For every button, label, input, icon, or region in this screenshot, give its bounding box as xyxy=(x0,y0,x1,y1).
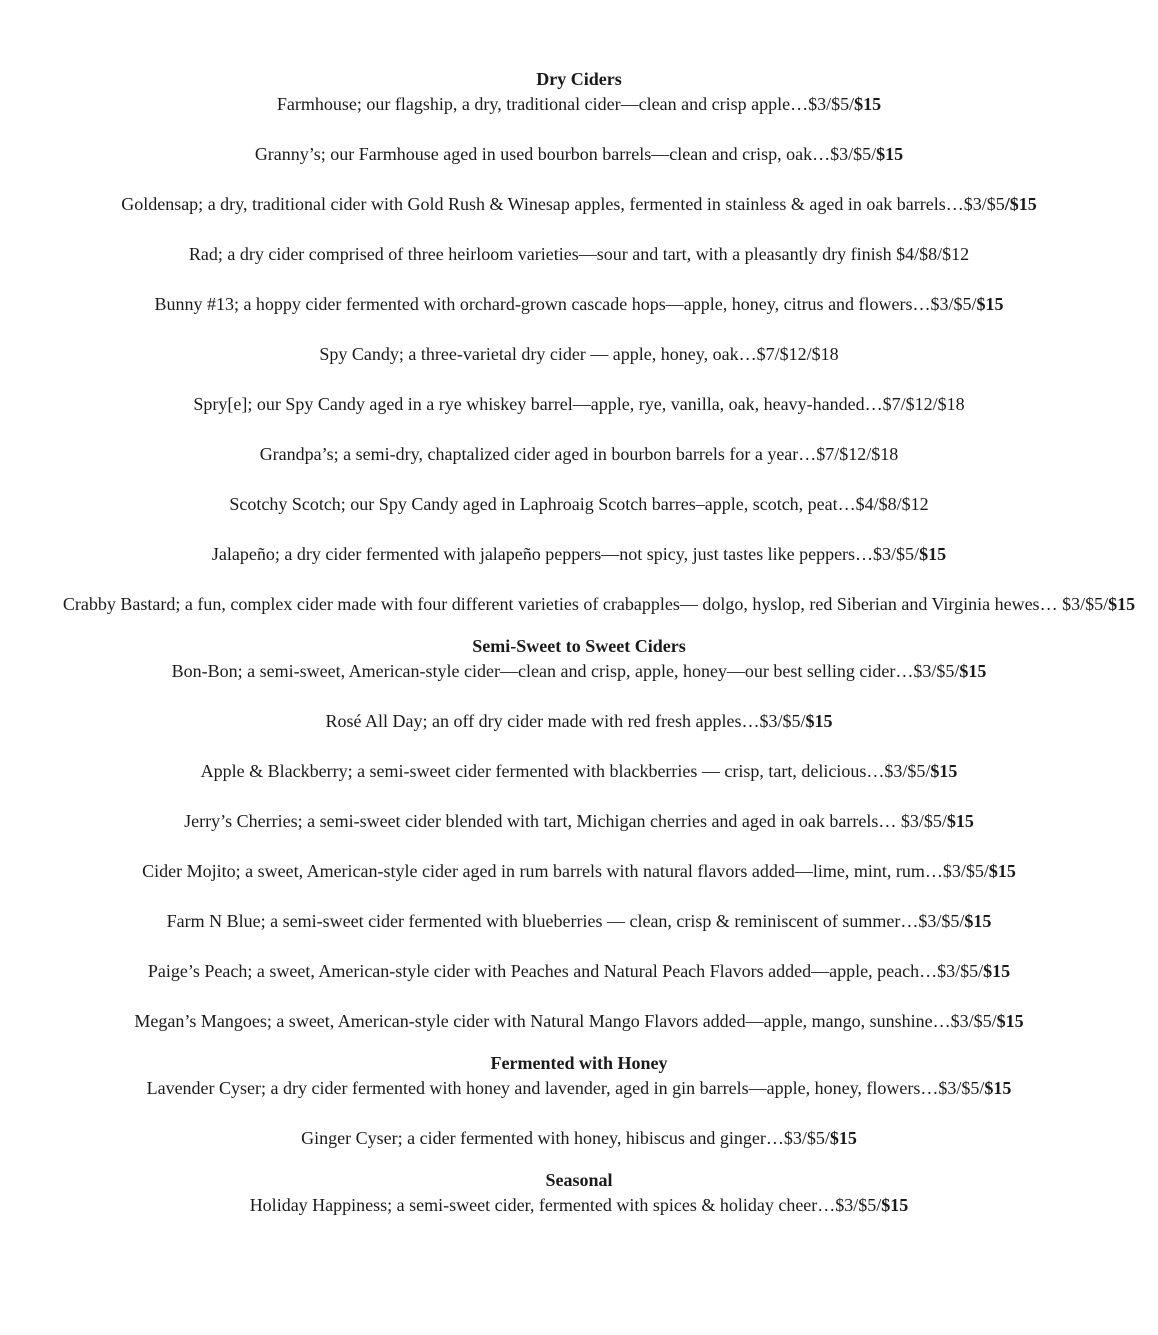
menu-item-ginger-cyser: Ginger Cyser; a cider fermented with honey, hibiscus and ginger…$3/$5/$15 xyxy=(301,1128,857,1148)
section-title-seasonal: Seasonal xyxy=(545,1170,613,1190)
menu-item-jalapeno: Jalapeño; a dry cider fermented with jalapeño peppers—not spicy, just tastes like peppers…$3/$5/$15 xyxy=(211,544,947,564)
menu-item-grannys: Granny’s; our Farmhouse aged in used bourbon barrels—clean and crisp, oak…$3/$5/$15 xyxy=(254,144,904,164)
section-title-fermented-with-honey: Fermented with Honey xyxy=(490,1053,668,1073)
menu-item-lavender-cyser: Lavender Cyser; a dry cider fermented with honey and lavender, aged in gin barrels—apple, honey, flowers…$3/$5/$15 xyxy=(146,1078,1012,1098)
menu-item-rose-all-day: Rosé All Day; an off dry cider made with red fresh apples…$3/$5/$15 xyxy=(325,711,833,731)
menu-item-bon-bon: Bon-Bon; a semi-sweet, American-style cider—clean and crisp, apple, honey—our best selling cider…$3/$5/$15 xyxy=(171,661,987,681)
menu-item-grandpas: Grandpa’s; a semi-dry, chaptalized cider aged in bourbon barrels for a year…$7/$12/$18 xyxy=(259,444,899,464)
menu-item-jerrys-cherries: Jerry’s Cherries; a semi-sweet cider blended with tart, Michigan cherries and aged in oak barrels… $3/$5/$15 xyxy=(184,811,974,831)
menu-item-spy-candy: Spy Candy; a three-varietal dry cider — apple, honey, oak…$7/$12/$18 xyxy=(319,344,839,364)
menu-item-goldensap: Goldensap; a dry, traditional cider with Gold Rush & Winesap apples, fermented in stainless & aged in oak barrels…$3/$5/$15 xyxy=(121,194,1037,214)
menu-item-holiday-happiness: Holiday Happiness; a semi-sweet cider, fermented with spices & holiday cheer…$3/$5/$15 xyxy=(249,1195,909,1215)
menu-item-bunny-13: Bunny #13; a hoppy cider fermented with orchard-grown cascade hops—apple, honey, citrus and flowers…$3/$5/$15 xyxy=(154,294,1004,314)
cider-menu xyxy=(0,67,1158,1243)
menu-item-rad: Rad; a dry cider comprised of three heirloom varieties—sour and tart, with a pleasantly dry finish $4/$8/$12 xyxy=(188,244,970,264)
menu-item-megans-mangoes: Megan’s Mangoes; a sweet, American-style cider with Natural Mango Flavors added—apple, mango, sunshine…$3/$5/$15 xyxy=(134,1011,1024,1031)
menu-item-cider-mojito: Cider Mojito; a sweet, American-style cider aged in rum barrels with natural flavors added—lime, mint, rum…$3/$5/$15 xyxy=(142,861,1016,881)
menu-item-paiges-peach: Paige’s Peach; a sweet, American-style cider with Peaches and Natural Peach Flavors added—apple, peach…$3/$5/$15 xyxy=(147,961,1011,981)
menu-item-farm-n-blue: Farm N Blue; a semi-sweet cider fermented with blueberries — clean, crisp & reminiscent of summer…$3/$5/$15 xyxy=(166,911,992,931)
menu-item-scotchy-scotch: Scotchy Scotch; our Spy Candy aged in Laphroaig Scotch barres–apple, scotch, peat…$4/$8/$12 xyxy=(229,494,929,514)
menu-item-apple-blackberry: Apple & Blackberry; a semi-sweet cider fermented with blackberries — crisp, tart, delicious…$3/$5/$15 xyxy=(200,761,958,781)
section-title-dry-ciders: Dry Ciders xyxy=(536,69,622,89)
menu-item-farmhouse: Farmhouse; our flagship, a dry, traditional cider—clean and crisp apple…$3/$5/$15 xyxy=(276,94,882,114)
menu-item-spry-e: Spry[e]; our Spy Candy aged in a rye whiskey barrel—apple, rye, vanilla, oak, heavy-handed…$7/$12/$18 xyxy=(193,394,965,414)
section-title-semi-sweet: Semi-Sweet to Sweet Ciders xyxy=(472,636,686,656)
menu-item-crabby-bastard: Crabby Bastard; a fun, complex cider made with four different varieties of crabapples— dolgo, hyslop, red Siberian and Virginia hewes… $3/$5/$15 xyxy=(62,594,1136,614)
